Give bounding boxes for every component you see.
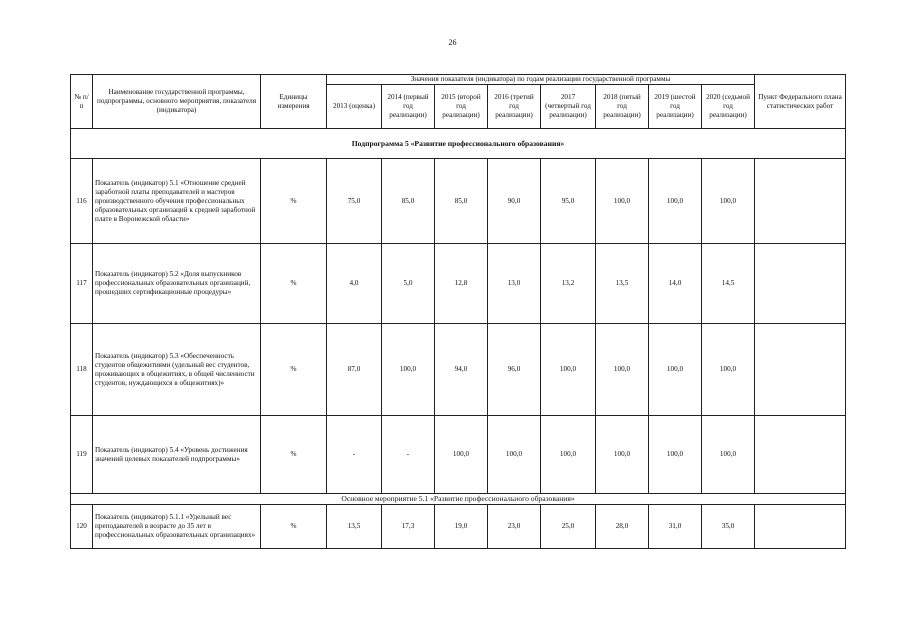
row-num: 120 [71,505,93,549]
header-year: 2014 (первый год реализации) [382,85,435,129]
page-number: 26 [448,38,457,47]
subsection-title: Основное мероприятие 5.1 «Развитие профессионального образования» [71,494,846,505]
row-num: 116 [71,159,93,244]
row-value: 13,5 [596,244,649,324]
table-row [71,159,846,244]
row-value: 5,0 [382,244,435,324]
row-value: - [327,416,382,494]
row-value: 100,0 [596,159,649,244]
row-value: 4,0 [327,244,382,324]
row-value: 100,0 [596,416,649,494]
header-num: № п/п [71,75,93,129]
row-unit: % [261,416,327,494]
row-name: Показатель (индикатор) 5.1.1 «Удельный вес преподавателей в возрасте до 35 лет в профессиональных образовательных организациях» [93,505,261,549]
row-num: 117 [71,244,93,324]
row-unit: % [261,159,327,244]
row-value: 100,0 [649,159,702,244]
row-value: 100,0 [541,416,596,494]
header-plan: Пункт Федерального плана статистических работ [755,75,846,129]
header-year: 2020 (седьмой год реализации) [702,85,755,129]
row-plan [755,244,846,324]
header-year: 2017 (четвертый год реализации) [541,85,596,129]
row-value: 96,0 [488,324,541,416]
row-value: 87,0 [327,324,382,416]
row-name: Показатель (индикатор) 5.1 «Отношение средней заработной платы преподавателей и мастеров производственного обучения профессиональных образовательных организаций к средней заработной плате в Воронежской области» [93,159,261,244]
table-row [71,416,846,494]
header-name: Наименование государственной программы, подпрограммы, основного мероприятия, показателя (индикатора) [93,75,261,129]
row-value: 19,0 [435,505,488,549]
header-year: 2013 (оценка) [327,85,382,129]
row-value: 17,3 [382,505,435,549]
row-value: 100,0 [702,416,755,494]
row-num: 119 [71,416,93,494]
table-row [71,324,846,416]
row-value: 95,0 [541,159,596,244]
indicator-table [70,74,846,549]
row-name: Показатель (индикатор) 5.2 «Доля выпускников профессиональных образовательных организаций, прошедших сертификационные процедуры» [93,244,261,324]
row-value: 100,0 [435,416,488,494]
row-unit: % [261,324,327,416]
row-value: 85,0 [435,159,488,244]
row-value: 28,0 [596,505,649,549]
header-year: 2016 (третий год реализации) [488,85,541,129]
row-value: 13,0 [488,244,541,324]
row-plan [755,324,846,416]
row-value: 100,0 [541,324,596,416]
row-unit: % [261,505,327,549]
row-value: - [382,416,435,494]
row-value: 14,0 [649,244,702,324]
row-value: 100,0 [382,324,435,416]
header-values-group: Значения показателя (индикатора) по годам реализации государственной программы [327,75,755,85]
row-value: 13,5 [327,505,382,549]
row-value: 100,0 [488,416,541,494]
row-value: 12,8 [435,244,488,324]
row-num: 118 [71,324,93,416]
row-value: 100,0 [702,324,755,416]
row-value: 85,0 [382,159,435,244]
row-value: 100,0 [596,324,649,416]
section-title: Подпрограмма 5 «Развитие профессионального образования» [71,129,846,159]
row-plan [755,505,846,549]
row-value: 100,0 [649,324,702,416]
row-value: 14,5 [702,244,755,324]
header-year: 2019 (шестой год реализации) [649,85,702,129]
row-name: Показатель (индикатор) 5.4 «Уровень достижения значений целевых показателей подпрограммы» [93,416,261,494]
row-value: 90,0 [488,159,541,244]
row-value: 94,0 [435,324,488,416]
row-unit: % [261,244,327,324]
row-plan [755,416,846,494]
row-value: 100,0 [702,159,755,244]
header-year: 2015 (второй год реализации) [435,85,488,129]
row-plan [755,159,846,244]
table-row [71,505,846,549]
row-value: 35,0 [702,505,755,549]
row-value: 13,2 [541,244,596,324]
row-value: 31,0 [649,505,702,549]
header-unit: Единицы измерения [261,75,327,129]
row-value: 100,0 [649,416,702,494]
table-row [71,244,846,324]
header-year: 2018 (пятый год реализации) [596,85,649,129]
row-name: Показатель (индикатор) 5.3 «Обеспеченность студентов общежитиями (удельный вес студентов, проживающих в общежитиях, в общей численности студентов, нуждающихся в общежитиях)» [93,324,261,416]
row-value: 75,0 [327,159,382,244]
row-value: 25,0 [541,505,596,549]
row-value: 23,0 [488,505,541,549]
